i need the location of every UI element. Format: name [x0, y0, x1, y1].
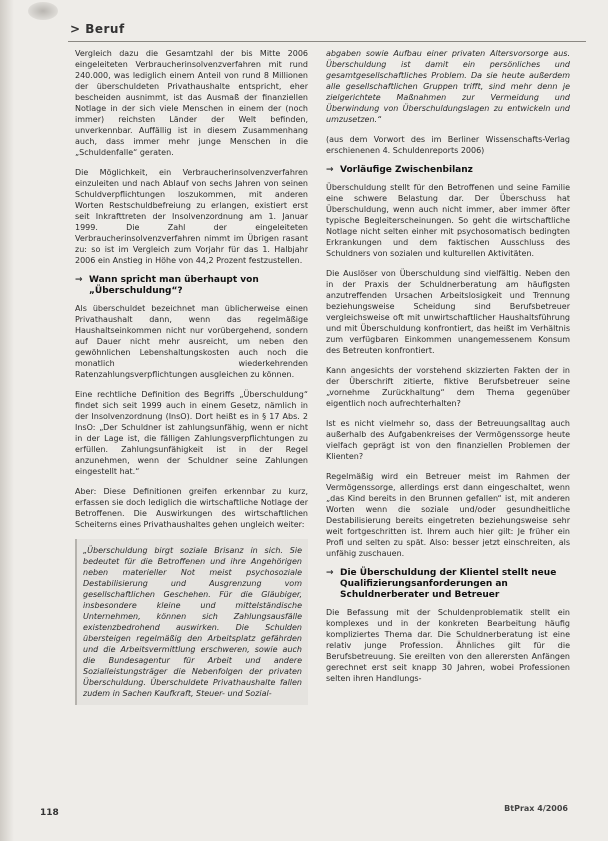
left-quote-block: „Überschuldung birgt soziale Brisanz in sich. Sie bedeutet für die Betroffenen und ihre Angehörigen neben materieller Not meist psychosoziale Destabilisierung und Ausgrenzung vom gesellschaftlichen Geschehen. Für die Gläubiger, insbesondere kleine und mittelständische Unternehmen, können sich Zahlungsausfälle existenzbedrohend auswirken. Die Schulden übersteigen regelmäßig den Arbeitsplatz gefährden und die Arbeitsvermittlung erschweren, sowie auch die Bundesagentur für Arbeit und andere Sozialleistungsträger die Nebenfolgen der privaten Überschuldung. Überschuldete Privathaushalte fallen zudem in Sachen Kaufkraft, Steuer- und Sozial-	[75, 539, 308, 705]
right-paragraph-8: Die Befassung mit der Schuldenproblematik stellt ein komplexes und in der konkreten Bearbeitung häufig kompliziertes Thema dar. Die Schuldnerberatung ist eine relativ junge Profession. Ähnliches gilt für die Berufsbetreuung. Sie ereilten von den allerersten Anfängen gerechnet erst seit knapp 30 Jahren, wobei Professionen selten ihren Handlungs-	[326, 608, 570, 683]
heading-arrow-icon: →	[326, 165, 334, 175]
left-paragraph-1: Vergleich dazu die Gesamtzahl der bis Mitte 2006 eingeleiteten Verbraucherinsolvenzverfahren mit rund 240.000, was lediglich einem Anteil von rund 8 Millionen der überschuldeten Privathaushalte entspricht, eher bescheiden ausnimmt, ist das Ausmaß der finanziellen Notlage in der sich viele Menschen in einem der (noch immer) reichsten Länder der Welt befinden, unverkennbar. Auffällig ist in diesem Zusammenhang auch, dass immer mehr junge Menschen in die „Schuldenfalle“ geraten.	[75, 49, 308, 157]
right-paragraph-6: Ist es nicht vielmehr so, dass der Betreuungsalltag auch außerhalb des Aufgabenkreises der Vermögenssorge heute vielfach geprägt ist von den finanziellen Problemen der Klienten?	[326, 419, 570, 461]
left-heading-1-text: Wann spricht man überhaupt von „Überschuldung“?	[89, 275, 259, 296]
right-paragraph-7: Regelmäßig wird ein Betreuer meist im Rahmen der Vermögenssorge, allerdings erst dann eingeschaltet, wenn „das Kind bereits in den Brunnen gefallen“ ist, mit anderen Worten wenn die soziale und/oder gesundheitliche Destabilisierung bereits eingetreten beziehungsweise sehr weit fortgeschritten ist. Ihrem auch hier gilt: Je früher ein Profi und selten zu spät. Also: besser jetzt einschreiten, als unfähig zuschauen.	[326, 472, 570, 558]
right-paragraph-2: (aus dem Vorwort des im Berliner Wissenschafts-Verlag erschienenen 4. Schuldenreports 2006)	[326, 135, 570, 155]
page-number: 118	[40, 808, 59, 818]
left-column	[75, 48, 308, 705]
right-paragraph-3: Überschuldung stellt für den Betroffenen und seine Familie eine schwere Belastung dar. Der Überschuss hat Überschuldung, wenn auch nicht immer, aber immer öfter typische Begleiterscheinungen. So geht die wirtschaftliche Notlage nicht selten einher mit psychosomatisch bedingten Erkrankungen und dem faktischen Ausschluss des Schuldners von sozialen und kulturellen Aktivitäten.	[326, 183, 570, 258]
left-paragraph-4: Eine rechtliche Definition des Begriffs „Überschuldung“ findet sich seit 1999 auch in einem Gesetz, nämlich in der Insolvenzordnung (InsO). Dort heißt es in § 17 Abs. 2 InsO: „Der Schuldner ist zahlungsunfähig, wenn er nicht in der Lage ist, die fälligen Zahlungsverpflichtungen zu erfüllen. Zahlungsunfähigkeit ist in der Regel anzunehmen, wenn der Schuldner seine Zahlungen eingestellt hat.“	[75, 390, 308, 476]
journal-footer: BtPrax 4/2006	[504, 804, 568, 813]
right-heading-1	[326, 165, 570, 176]
scan-edge-shadow	[0, 0, 14, 841]
right-column	[326, 48, 570, 693]
right-paragraph-5: Kann angesichts der vorstehend skizzierten Fakten der in der Überschrift zitierte, fiktive Berufsbetreuer seine „vornehme Zurückhaltung“ dem Thema gegenüber eigentlich noch aufrechterhalten?	[326, 366, 570, 408]
header-rule	[68, 41, 586, 42]
section-header: > Beruf	[70, 22, 125, 36]
heading-arrow-icon: →	[75, 275, 83, 285]
heading-arrow-icon: →	[326, 568, 334, 578]
right-paragraph-4: Die Auslöser von Überschuldung sind vielfältig. Neben den in der Praxis der Schuldnerberatung am häufigsten anzutreffenden Ursachen Arbeitslosigkeit und Trennung beziehungsweise Scheidung sind Berufsbetreuer vergleichsweise oft mit unwirtschaftlicher Haushaltsführung und mit Überschuldung konfrontiert, das heißt im Verhältnis zum verfügbaren Einkommen unangemessenem Konsum des Betreuten konfrontiert.	[326, 269, 570, 355]
left-paragraph-5: Aber: Diese Definitionen greifen erkennbar zu kurz, erfassen sie doch lediglich die wirtschaftliche Notlage der Betroffenen. Die Auswirkungen des wirtschaftlichen Scheiterns eines Privathaushaltes gehen ungleich weiter:	[75, 487, 308, 529]
right-heading-1-text: Vorläufige Zwischenbilanz	[340, 165, 473, 175]
left-paragraph-3: Als überschuldet bezeichnet man üblicherweise einen Privathaushalt dann, wenn das regelmäßige Haushaltseinkommen nicht nur vorübergehend, sondern auf Dauer nicht mehr ausreicht, um neben den gewöhnlichen Lebenshaltungskosten auch noch die monatlich wiederkehrenden Ratenzahlungsverpflichtungen ausgleichen zu können.	[75, 304, 308, 379]
left-paragraph-2: Die Möglichkeit, ein Verbraucherinsolvenzverfahren einzuleiten und nach Ablauf von sechs Jahren von seinen Schuldverpflichtungen loszukommen, mit anderen Worten Restschuldbefreiung zu erlangen, existiert erst seit Inkrafttreten der Insolvenzordnung am 1. Januar 1999. Die Zahl der eingeleiteten Verbraucherinsolvenzverfahren nimmt im Übrigen rasant zu: so ist im Vergleich zum Vorjahr für das 1. Halbjahr 2006 ein Anstieg in Höhe von 44,2 Prozent festzustellen.	[75, 168, 308, 265]
right-paragraph-1: abgaben sowie Aufbau einer privaten Altersvorsorge aus. Überschuldung ist damit ein persönliches und gesamtgesellschaftliches Problem. Da sie heute außerdem alle gesellschaftlichen Gruppen trifft, sind mehr denn je zielgerichtete Maßnahmen zur Vermeidung und Überwindung von Überschuldungslagen zu entwickeln und umzusetzen.“	[326, 49, 570, 124]
right-heading-2	[326, 568, 570, 601]
right-heading-2-text: Die Überschuldung der Klientel stellt neue Qualifizierungsanforderungen an Schuldnerberater und Betreuer	[340, 568, 557, 600]
left-heading-1	[75, 275, 308, 297]
scan-blot	[28, 2, 58, 20]
